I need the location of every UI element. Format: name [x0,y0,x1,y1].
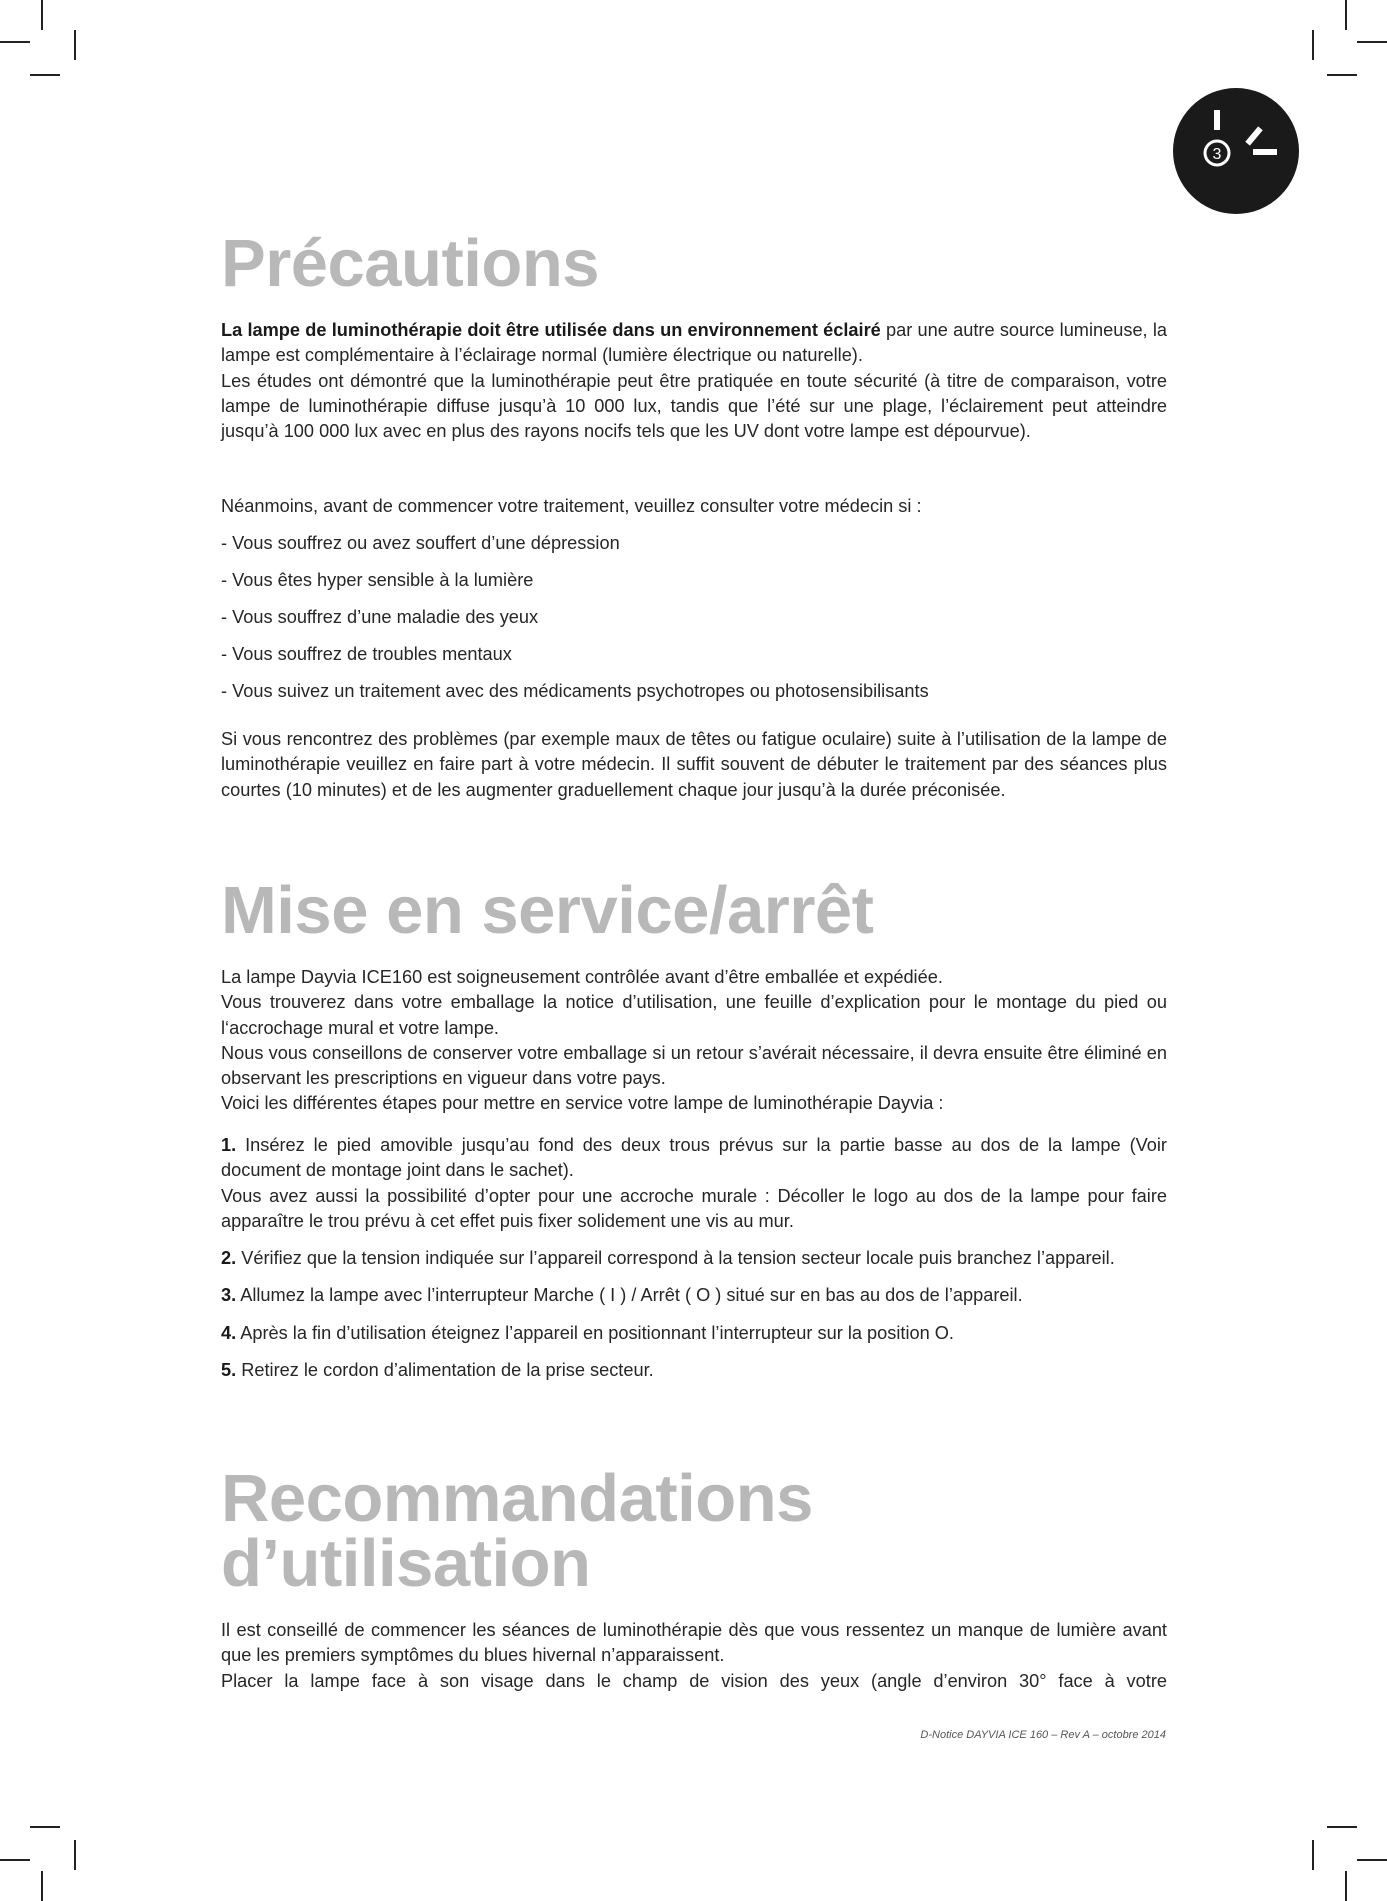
paragraph: Nous vous conseillons de conserver votre emballage si un retour s’avérait nécessaire, il devra ensuite être éliminé en observant les prescriptions en vigueur dans votre pays. [221,1042,1167,1089]
paragraph [221,318,1167,369]
list-item: - Vous souffrez de troubles mentaux [221,644,512,664]
list-item: - Vous souffrez ou avez souffert d’une dépression [221,533,620,553]
step-number: 5. [221,1360,237,1381]
precautions-closing [221,727,1167,803]
precautions-consult [221,494,1167,519]
section-title-recommendations: Recommandations [221,1461,813,1536]
crop-mark [1357,1859,1387,1861]
step-text: Après la fin d’utilisation éteignez l’appareil en positionnant l’interrupteur sur la position O. [236,1322,954,1343]
list-item: - Vous suivez un traitement avec des médicaments psychotropes ou photosensibilisants [221,681,929,701]
precautions-intro [221,318,1167,444]
crop-mark [30,1826,60,1828]
step-item [221,1283,1167,1308]
step-text: Retirez le cordon d’alimentation de la prise secteur. [236,1360,654,1381]
lamp-ray-icon [1214,110,1220,130]
section-title-setup: Mise en service/arrêt [221,873,874,948]
setup-steps [221,1133,1167,1383]
step-number: 3. [221,1285,237,1306]
page-number: 3 [1212,146,1222,163]
paragraph: Il est conseillé de commencer les séances de luminothérapie dès que vous ressentez un manque de lumière avant que les premiers symptômes du blues hivernal n’apparaissent. [221,1620,1167,1666]
step-item [221,1321,1167,1346]
recommendations-text [221,1618,1167,1694]
step-item [221,1246,1167,1271]
paragraph: Si vous rencontrez des problèmes (par exemple maux de têtes ou fatigue oculaire) suite à l’utilisation de la lampe de luminothérapie veuillez en faire part à votre médecin. Il suffit souvent de débuter le traitement par des séances plus courtes (10 minutes) et de les augmenter graduellement chaque jour jusqu’à la durée préconisée. [221,729,1167,800]
crop-mark [74,1840,76,1870]
step-item [221,1358,1167,1383]
crop-mark [41,0,43,30]
step-text: Insérez le pied amovible jusqu’au fond des deux trous prévus sur la partie basse au dos de la lampe (Voir document de montage joint dans le sachet). [221,1135,1167,1181]
step-extra: Vous avez aussi la possibilité d’opter pour une accroche murale : Décoller le logo au dos de la lampe pour faire apparaître le trou prévu à cet effet puis fixer solidement une vis au mur. [221,1185,1167,1231]
crop-mark [1357,41,1387,43]
step-text: Allumez la lampe avec l’interrupteur Marche ( I ) / Arrêt ( O ) situé sur en bas au dos de l’appareil. [236,1285,1023,1306]
bold-lead: La lampe de luminothérapie doit être utilisée dans un environnement éclairé [221,320,881,340]
crop-mark [1327,74,1357,76]
paragraph: Vous trouverez dans votre emballage la notice d’utilisation, une feuille d’explication pour le montage du pied ou l‘accrochage mural et votre lampe. [221,992,1167,1038]
section-title-precautions: Précautions [221,226,600,301]
contraindication-list [221,531,1167,716]
crop-mark [1345,0,1347,30]
step-text: Vérifiez que la tension indiquée sur l’appareil correspond à la tension secteur locale puis branchez l’appareil. [236,1248,1115,1269]
list-item: - Vous êtes hyper sensible à la lumière [221,570,534,590]
crop-mark [1345,1871,1347,1901]
crop-mark [30,74,60,76]
crop-mark [0,41,30,43]
setup-intro [221,965,1167,1117]
crop-mark [74,30,76,60]
step-number: 2. [221,1248,237,1269]
section-title-recommendations-line2: d’utilisation [221,1526,591,1601]
crop-mark [1327,1826,1357,1828]
list-item: - Vous souffrez d’une maladie des yeux [221,607,539,627]
crop-mark [0,1859,30,1861]
crop-mark [41,1871,43,1901]
badge-circle [1173,88,1299,214]
paragraph: Placer la lampe face à son visage dans le champ de vision des yeux (angle d’environ 30° face à votre [221,1670,1167,1691]
paragraph: Voici les différentes étapes pour mettre en service votre lampe de luminothérapie Dayvia : [221,1093,944,1114]
step-number: 1. [221,1135,237,1155]
paragraph: Les études ont démontré que la luminothérapie peut être pratiquée en toute sécurité (à titre de comparaison, votre lampe de luminothérapie diffuse jusqu’à 10 000 lux, tandis que l’été sur une plage, l’éclairement peut atteindre jusqu’à 100 000 lux avec en plus des rayons nocifs tels que les UV dont votre lampe est dépourvue). [221,370,1167,442]
paragraph: Néanmoins, avant de commencer votre traitement, veuillez consulter votre médecin si : [221,496,922,516]
paragraph-text: par une autre source lumineuse, la lampe est complémentaire à l’éclairage normal (lumière électrique ou naturelle). [221,320,1168,366]
step-number: 4. [221,1322,237,1343]
paragraph: La lampe Dayvia ICE160 est soigneusement contrôlée avant d’être emballée et expédiée. [221,967,943,987]
crop-mark [1312,1840,1314,1870]
page-number-badge [1173,88,1299,214]
step-item [221,1133,1167,1184]
footer-document-reference: D-Notice DAYVIA ICE 160 – Rev A – octobre 2014 [920,1729,1166,1741]
lamp-ray-icon [1253,149,1277,155]
crop-mark [1312,30,1314,60]
